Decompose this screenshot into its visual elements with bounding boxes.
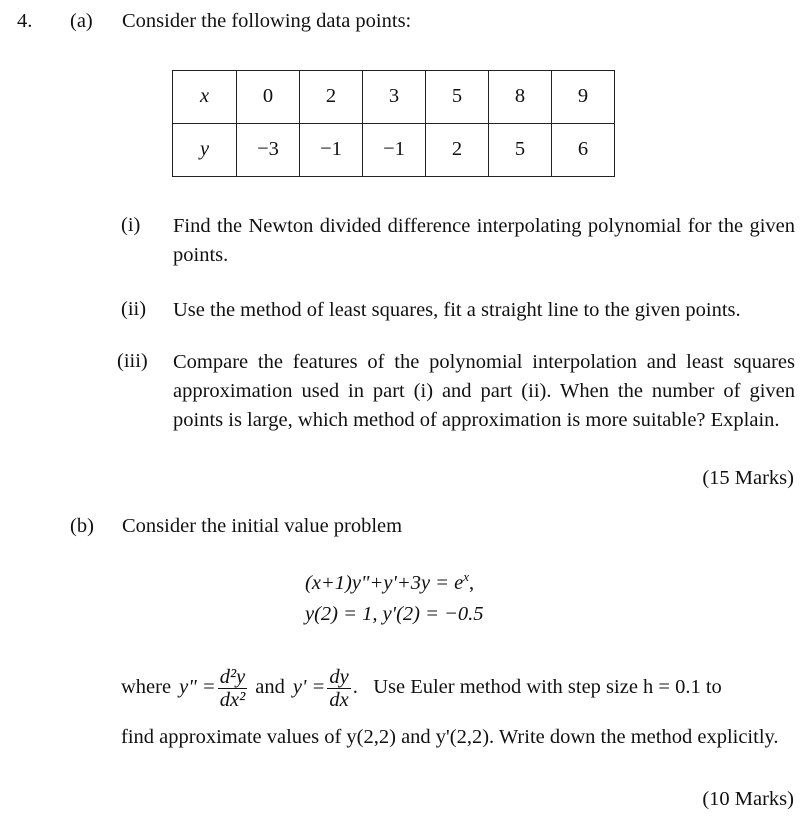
x-cell: 0 xyxy=(237,71,300,124)
x-cell: 9 xyxy=(552,71,615,124)
y-cell: 6 xyxy=(552,124,615,177)
first-derivative-fraction xyxy=(327,666,350,711)
x-cell: 8 xyxy=(489,71,552,124)
euler-instruction-2: find approximate values of y(2,2) and y'(2,2). Write down the method explicitly. xyxy=(121,726,779,748)
y-header-cell: y xyxy=(173,124,237,177)
frac1-denominator: dx² xyxy=(219,688,246,711)
and-text: and xyxy=(255,676,285,699)
part-b-marks: (10 Marks) xyxy=(702,788,794,810)
ode-comma: , xyxy=(469,571,475,594)
second-derivative-fraction xyxy=(218,666,248,711)
item-ii-label: (ii) xyxy=(121,298,147,320)
ode-lhs: (x+1)y"+y'+3y = e xyxy=(305,571,464,594)
frac2-numerator: dy xyxy=(329,665,349,688)
x-cell: 5 xyxy=(426,71,489,124)
part-a-marks: (15 Marks) xyxy=(702,467,794,489)
item-iii-text: Compare the features of the polynomial interpolation and least squares approximation used in part (i) and part (ii). When the number of given points is large, which method of approximation is more suitable? Explain. xyxy=(173,351,795,431)
table-row-x xyxy=(173,71,615,124)
x-header-cell: x xyxy=(173,71,237,124)
y-cell: 2 xyxy=(426,124,489,177)
table-row-y xyxy=(173,124,615,177)
part-a-label: (a) xyxy=(70,10,93,32)
ode-equation xyxy=(305,570,474,595)
yp-lhs: y' = xyxy=(292,676,326,699)
question-number: 4. xyxy=(17,10,33,32)
part-b-label: (b) xyxy=(70,515,94,537)
item-ii-text: Use the method of least squares, fit a straight line to the given points. xyxy=(173,299,741,321)
euler-instruction-1: . Use Euler method with step size h = 0.1 to xyxy=(352,676,722,699)
ypp-lhs: y" = xyxy=(179,676,216,699)
ode-exponent: x xyxy=(463,569,470,584)
part-b-intro: Consider the initial value problem xyxy=(122,515,403,537)
initial-conditions: y(2) = 1, y'(2) = −0.5 xyxy=(305,603,484,625)
x-cell: 2 xyxy=(300,71,363,124)
frac1-numerator: d²y xyxy=(219,665,246,688)
item-iii-label: (iii) xyxy=(117,350,148,372)
frac2-denominator: dx xyxy=(329,688,349,711)
y-cell: −1 xyxy=(363,124,426,177)
y-cell: 5 xyxy=(489,124,552,177)
part-a-intro: Consider the following data points: xyxy=(122,10,412,32)
data-points-table xyxy=(172,70,615,177)
y-cell: −3 xyxy=(237,124,300,177)
item-i-text: Find the Newton divided difference interpolating polynomial for the given points. xyxy=(173,215,795,266)
where-line xyxy=(121,660,722,716)
item-i-label: (i) xyxy=(121,214,141,236)
y-cell: −1 xyxy=(300,124,363,177)
x-cell: 3 xyxy=(363,71,426,124)
where-text: where xyxy=(121,676,172,699)
